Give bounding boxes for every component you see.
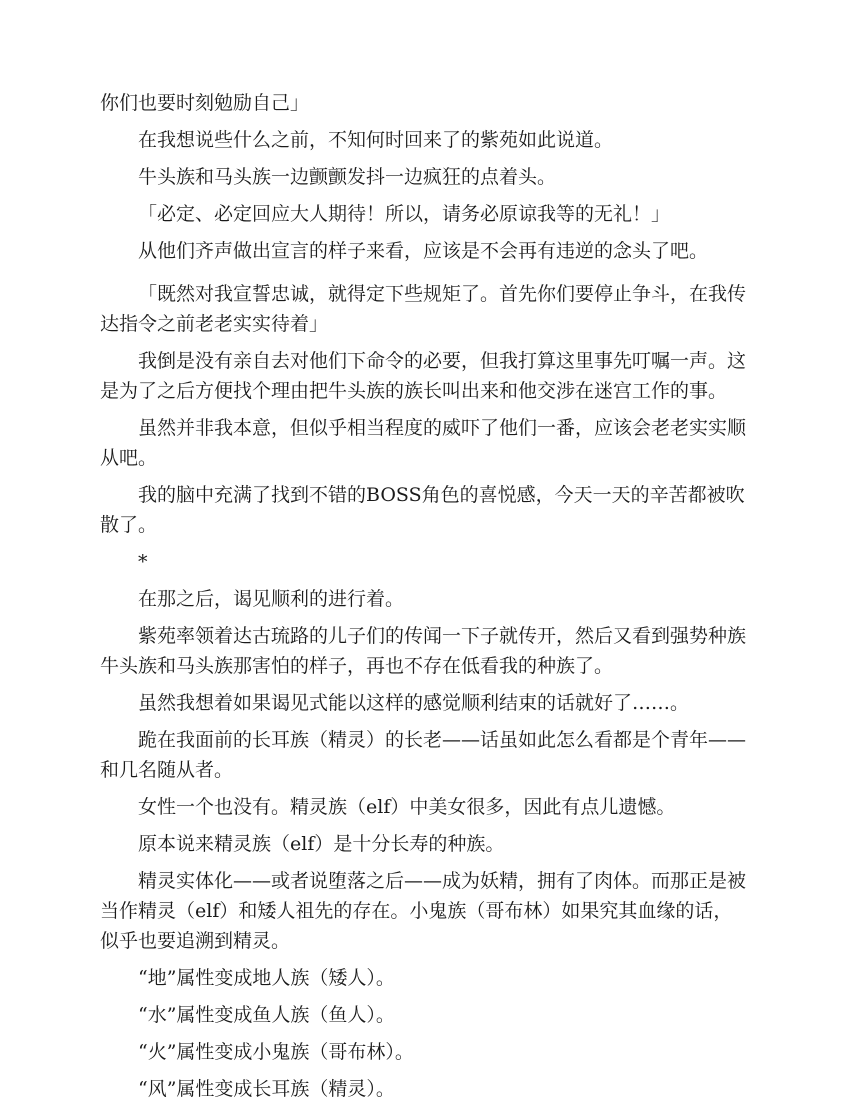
- section-break: *: [138, 551, 148, 573]
- paragraph: 「必定、必定回应大人期待！所以，请务必原谅我等的无礼！」: [138, 203, 671, 225]
- paragraph: “火”属性变成小鬼族（哥布林）。: [138, 1041, 414, 1063]
- paragraph: 「既然对我宣誓忠诚，就得定下些规矩了。首先你们要停止争斗，在我传达指令之前老老实实待着」: [100, 283, 747, 335]
- paragraph: 虽然并非我本意，但似乎相当程度的威吓了他们一番，应该会老老实实顺从吧。: [100, 417, 747, 469]
- paragraph: “水”属性变成鱼人族（鱼人）。: [138, 1004, 395, 1026]
- paragraph: 在我想说些什么之前，不知何时回来了的紫苑如此说道。: [138, 129, 614, 151]
- paragraph: 虽然我想着如果谒见式能以这样的感觉顺利结束的话就好了……。: [138, 692, 690, 714]
- paragraph: 紫苑率领着达古琉路的儿子们的传闻一下子就传开，然后又看到强势种族牛头族和马头族那害怕的样子，再也不存在低看我的种族了。: [100, 625, 747, 677]
- paragraph: 在那之后，谒见顺利的进行着。: [138, 588, 405, 610]
- paragraph: “风”属性变成长耳族（精灵）。: [138, 1078, 395, 1100]
- paragraph: 你们也要时刻勉励自己」: [100, 92, 310, 114]
- paragraph: 牛头族和马头族一边颤颤发抖一边疯狂的点着头。: [138, 166, 557, 188]
- paragraph: 女性一个也没有。精灵族（elf）中美女很多，因此有点儿遗憾。: [138, 796, 676, 818]
- paragraph: “地”属性变成地人族（矮人）。: [138, 967, 395, 989]
- paragraph: 我倒是没有亲自去对他们下命令的必要，但我打算这里事先叮嘱一声。这是为了之后方便找个理由把牛头族的族长叫出来和他交涉在迷宫工作的事。: [100, 350, 747, 402]
- paragraph: 精灵实体化——或者说堕落之后——成为妖精，拥有了肉体。而那正是被当作精灵（elf）和矮人祖先的存在。小鬼族（哥布林）如果究其血缘的话，似乎也要追溯到精灵。: [100, 870, 747, 952]
- paragraph: 跪在我面前的长耳族（精灵）的长老——话虽如此怎么看都是个青年——和几名随从者。: [100, 729, 747, 781]
- paragraph: 从他们齐声做出宣言的样子来看，应该是不会再有违逆的念头了吧。: [138, 240, 709, 262]
- paragraph: 原本说来精灵族（elf）是十分长寿的种族。: [138, 833, 505, 855]
- paragraph: 我的脑中充满了找到不错的BOSS角色的喜悦感，今天一天的辛苦都被吹散了。: [100, 484, 745, 536]
